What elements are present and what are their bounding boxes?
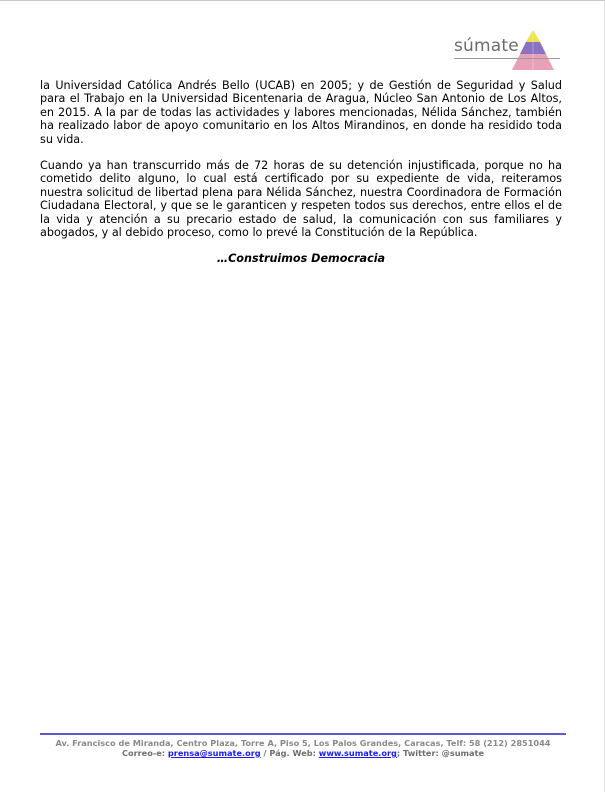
closing-slogan: …Construimos Democracia [216, 252, 386, 266]
paragraph-2: Cuando ya han transcurrido más de 72 horas de su detención injustificada, porque no ha cometido delito alguno, lo cual está certificado por su expediente de vida, reiteramos nuestra solicitud de libertad plena para Nélida Sánchez, nuestra Coordinadora de Formación Ciudadana Electoral, y que se le garanticen y respeten todos sus derechos, entre ellos el de la vida y atención a su precario estado de salud, la comunicación con sus familiares y abogados, y al debido proceso, como lo prevé la Constitución de la República. [40, 159, 562, 240]
email-link[interactable]: prensa@sumate.org [167, 748, 261, 758]
sumate-logo [450, 28, 565, 76]
logo-underline [454, 58, 560, 59]
footer-rule [40, 733, 566, 735]
twitter-handle: ; Twitter: @sumate [396, 748, 485, 758]
footer [40, 738, 566, 758]
paragraph-1: la Universidad Católica Andrés Bello (UCAB) en 2005; y de Gestión de Seguridad y Salud para el Trabajo en la Universidad Bicentenaria de Aragua, Núcleo San Antonio de Los Altos, en 2015. A la par de todas las actividades y labores mencionadas, Nélida Sánchez, también ha realizado labor de apoyo comunitario en los Altos Mirandinos, en donde ha residido toda su vida. [40, 79, 562, 146]
footer-contact [40, 748, 566, 758]
logo-wordmark: súmate [454, 36, 519, 56]
pyramid-logo-icon [504, 28, 562, 74]
web-link[interactable]: www.sumate.org [318, 748, 397, 758]
page-top-edge [0, 0, 605, 1]
footer-address: Av. Francisco de Miranda, Centro Plaza, Torre A, Piso 5, Los Palos Grandes, Caracas, Telf: 58 (212) 2851044 [55, 738, 551, 748]
web-label: / Pág. Web: [260, 748, 319, 758]
email-label: Correo-e: [121, 748, 168, 758]
document-body [40, 79, 562, 266]
